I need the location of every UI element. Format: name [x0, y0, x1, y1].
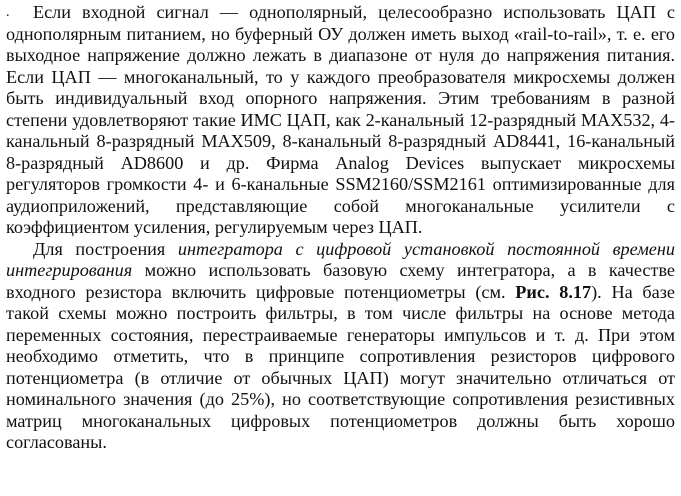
margin-mark: . — [6, 5, 10, 20]
paragraph-1: Если входной сигнал — однополярный, целесообразно использовать ЦАП с однополярным питанием, но буферный ОУ должен иметь выход «rail-to-rail», т. е. его выходное напряжение должно лежать в диапазоне от нуля до напряжения питания. Если ЦАП — многоканальный, то у каждого преобразователя микросхемы должен быть индивидуальный вход опорного напряжения. Этим требованиям в разной степени удовлетворяют такие ИМС ЦАП, как 2-канальный 12-разрядный MAX532, 4-канальный 8-разрядный MAX509, 8-канальный 8-разрядный AD8441, 16-канальный 8-разрядный AD8600 и др. Фирма Analog Devices выпускает микросхемы регуляторов громкости 4- и 6-канальные SSM2160/SSM2161 оптимизированные для аудиоприложений, представляющие собой многоканальные усилители с коэффициентом усиления, регулируемым через ЦАП. — [6, 2, 675, 237]
paragraph-2-lead: Для построения — [33, 238, 178, 259]
paragraph-2-tail: ). На базе такой схемы можно построить фильтры, в том числе фильтры на основе метода переменных состояния, перестраиваемые генераторы импульсов и т. д. При этом необходимо отметить, что в принципе сопротивления резисторов цифрового потенциометра (в отличие от обычных ЦАП) могут значительно отличаться от номинального значения (до 25%), но соответствующие сопротивления резистивных матриц многоканальных цифровых потенциометров должны быть хорошо согласованы. — [6, 281, 675, 452]
paragraph-2-italic-term: интегратора с цифровой установкой постоянной времени интегрирования — [6, 238, 675, 280]
figure-reference[interactable]: Рис. 8.17 — [515, 281, 592, 302]
paragraph-2 — [6, 239, 675, 454]
paragraph-2-middle: можно использовать базовую схему интегратора, а в качестве входного резистора включить цифровые потенциометры (см. — [6, 260, 675, 302]
